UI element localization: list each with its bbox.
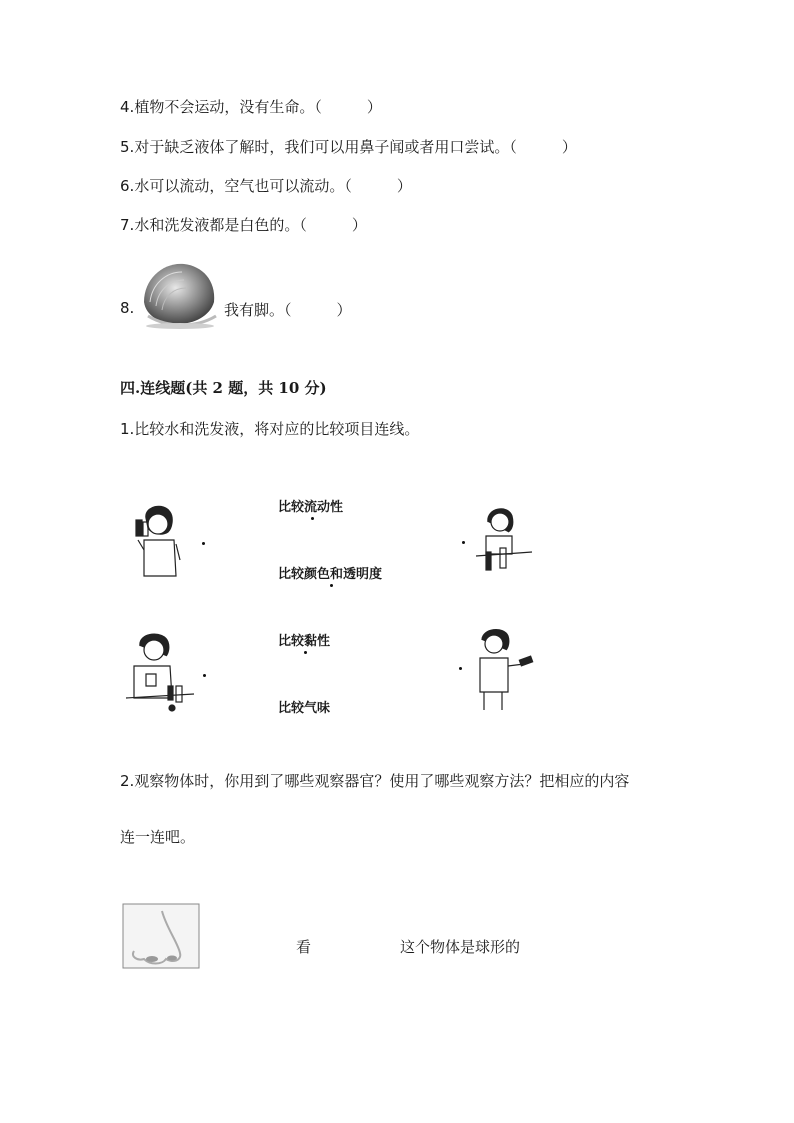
method-look: 看	[296, 938, 312, 956]
boy-smelling-bottle-image	[472, 626, 536, 712]
boy-holding-bottles-image	[130, 500, 190, 582]
judgment-item-8-number	[120, 299, 134, 317]
judgment-item-7	[120, 214, 367, 235]
question-1-text: 1.比较水和洗发液，将对应的比较项目连线。	[120, 420, 420, 438]
label-color-transparency: 比较颜色和透明度	[278, 567, 383, 582]
item-number: 7.	[120, 216, 135, 234]
label-color-dot	[330, 584, 333, 587]
judgment-item-8-text: 我有脚。（ ）	[224, 301, 352, 319]
section-title: 四.连线题(共 2 题，共 10 分)	[120, 379, 327, 397]
judgment-item-4	[120, 96, 382, 117]
label-fluidity: 比较流动性	[278, 500, 344, 515]
label-fluidity-dot	[311, 517, 314, 520]
clam-shell-image	[138, 258, 220, 330]
girl-with-bottles-image	[474, 502, 534, 574]
item-text: 水可以流动，空气也可以流动。（ ）	[134, 177, 412, 195]
nose-image	[122, 903, 200, 969]
result-spherical: 这个物体是球形的	[400, 938, 521, 956]
question-2-text-line1: 2.观察物体时，你用到了哪些观察器官？使用了哪些观察方法？把相应的内容	[120, 772, 630, 790]
item-text: 植物不会运动，没有生命。（ ）	[134, 98, 382, 116]
item-number: 6.	[120, 177, 135, 195]
label-viscosity: 比较黏性	[278, 634, 331, 649]
judgment-item-6	[120, 175, 412, 196]
item-number: 5.	[120, 138, 135, 156]
label-smell: 比较气味	[278, 701, 331, 716]
picture-1-dot	[202, 542, 205, 545]
item-number: 8.	[120, 299, 135, 317]
judgment-item-5	[120, 136, 577, 157]
item-text: 对于缺乏液体了解时，我们可以用鼻子闻或者用口尝试。（ ）	[134, 138, 577, 156]
picture-3-dot	[203, 674, 206, 677]
boy-comparing-bottles-image	[124, 630, 196, 712]
question-2-text-line2: 连一连吧。	[120, 828, 196, 846]
item-number: 4.	[120, 98, 135, 116]
picture-4-dot	[459, 667, 462, 670]
label-viscosity-dot	[304, 651, 307, 654]
picture-2-dot	[462, 541, 465, 544]
item-text: 水和洗发液都是白色的。（ ）	[134, 216, 367, 234]
